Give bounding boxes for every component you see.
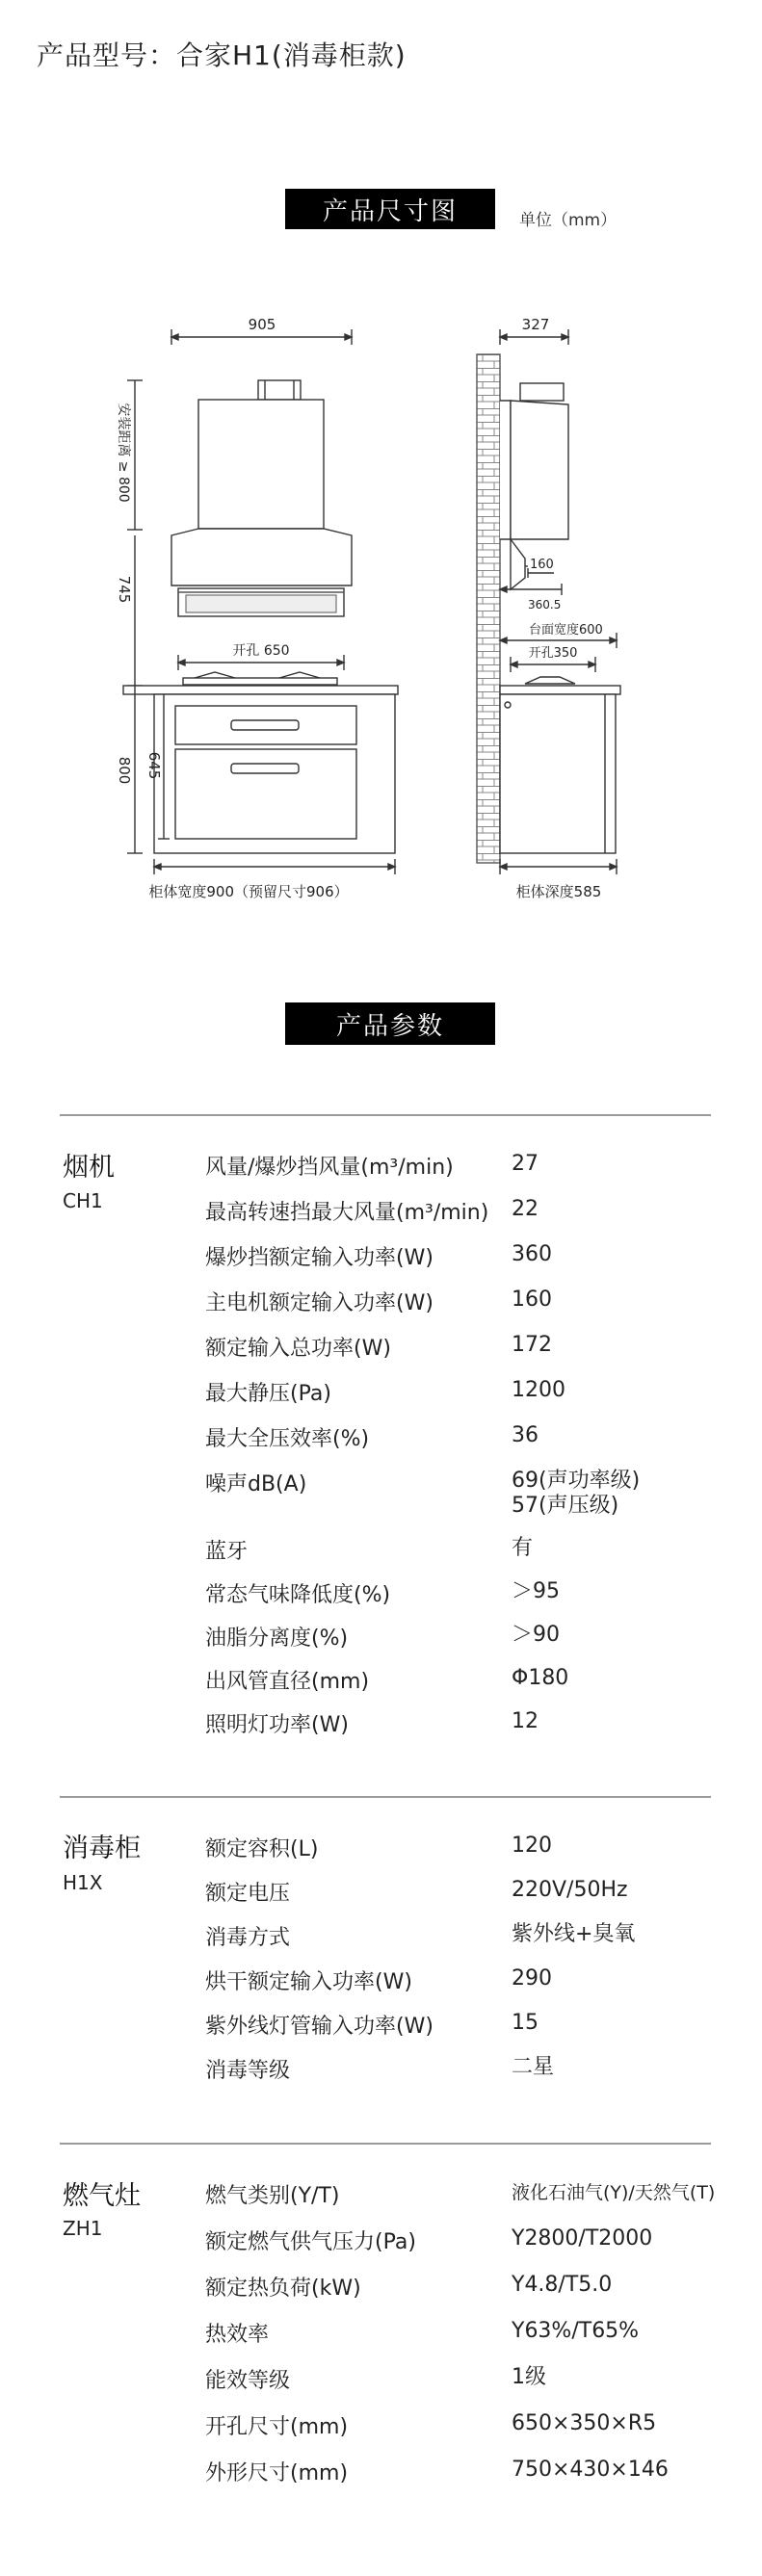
param-value: 69(声功率级)	[512, 1469, 641, 1493]
dim-160: 160	[530, 558, 554, 572]
param-label: 噪声dB(A)	[205, 1472, 307, 1496]
param-label: 出风管直径(mm)	[205, 1670, 370, 1694]
unit-label: 单位（mm）	[519, 211, 617, 230]
param-value: Φ180	[512, 1666, 569, 1690]
param-label: 消毒等级	[205, 2059, 291, 2083]
params-section-title: 产品参数	[285, 1002, 495, 1045]
param-label: 热效率	[205, 2323, 270, 2347]
param-label: 最大全压效率(%)	[205, 1427, 370, 1451]
param-value: 15	[512, 2011, 539, 2035]
param-label: 外形尺寸(mm)	[205, 2461, 349, 2485]
param-value: ＞90	[512, 1623, 560, 1647]
param-value: 290	[512, 1966, 552, 1991]
param-label: 主电机额定输入功率(W)	[205, 1291, 434, 1315]
dimension-diagram	[0, 0, 762, 963]
param-label: 常态气味降低度(%)	[205, 1583, 391, 1607]
group-name-sterilizer: 消毒柜	[63, 1834, 141, 1863]
dim-327: 327	[521, 316, 550, 333]
dim-cutout-650: 开孔 650	[232, 643, 290, 659]
dim-install-height: 安装距离 ≥ 800	[116, 403, 131, 503]
param-value: 1级	[512, 2365, 546, 2389]
param-label: 烘干额定输入功率(W)	[205, 1970, 412, 1994]
dim-745: 745	[116, 575, 133, 604]
param-label: 油脂分离度(%)	[205, 1626, 349, 1651]
param-label: 照明灯功率(W)	[205, 1713, 349, 1737]
param-value: Y63%/T65%	[512, 2319, 640, 2343]
param-value: 220V/50Hz	[512, 1878, 628, 1902]
group-code-hood: CH1	[63, 1189, 103, 1212]
param-label: 开孔尺寸(mm)	[205, 2415, 349, 2439]
param-label: 额定燃气供气压力(Pa)	[205, 2230, 416, 2254]
dim-800: 800	[116, 756, 133, 785]
param-value: ＞95	[512, 1579, 560, 1603]
param-value: 12	[512, 1709, 539, 1733]
param-label: 爆炒挡额定输入功率(W)	[205, 1246, 434, 1270]
param-value: 22	[512, 1197, 539, 1221]
param-value: 液化石油气(Y)/天然气(T)	[512, 2182, 716, 2203]
product-model: 产品型号：合家H1(消毒柜款)	[37, 39, 407, 71]
dim-360-5: 360.5	[528, 598, 562, 611]
param-label: 蓝牙	[205, 1540, 249, 1564]
param-value: 360	[512, 1242, 552, 1266]
param-label: 风量/爆炒挡风量(m³/min)	[205, 1156, 454, 1180]
divider	[60, 1114, 711, 1116]
param-label: 最大静压(Pa)	[205, 1382, 331, 1406]
param-value: Y4.8/T5.0	[512, 2273, 613, 2297]
param-value: 160	[512, 1288, 552, 1312]
param-label: 消毒方式	[205, 1926, 291, 1950]
group-name-hood: 烟机	[63, 1153, 115, 1183]
param-value: 1200	[512, 1378, 565, 1402]
dim-counter-width: 台面宽度600	[529, 623, 603, 637]
param-value: 有	[512, 1536, 534, 1560]
dim-905: 905	[248, 316, 276, 333]
param-value-secondary: 57(声压级)	[512, 1494, 619, 1518]
group-code-sterilizer: H1X	[63, 1871, 103, 1894]
param-label: 紫外线灯管输入功率(W)	[205, 2015, 434, 2039]
param-value: 750×430×146	[512, 2458, 669, 2482]
param-value: 36	[512, 1423, 539, 1447]
dim-cabinet-depth: 柜体深度585	[515, 883, 602, 900]
param-label: 最高转速挡最大风量(m³/min)	[205, 1201, 489, 1225]
param-value: 120	[512, 1834, 552, 1858]
divider	[60, 2143, 711, 2145]
dim-cutout-350: 开孔350	[528, 646, 578, 661]
front-view	[123, 329, 398, 874]
param-value: 650×350×R5	[512, 2411, 657, 2435]
param-value: 二星	[512, 2055, 555, 2079]
group-code-stove: ZH1	[63, 2217, 103, 2240]
param-label: 能效等级	[205, 2369, 291, 2393]
group-name-stove: 燃气灶	[63, 2181, 141, 2211]
dim-cabinet-width: 柜体宽度900（预留尺寸906）	[148, 883, 349, 900]
param-value: 紫外线+臭氧	[512, 1922, 636, 1946]
param-value: 27	[512, 1152, 539, 1176]
param-label: 燃气类别(Y/T)	[205, 2184, 340, 2208]
dim-645: 645	[145, 751, 163, 780]
param-label: 额定输入总功率(W)	[205, 1337, 391, 1361]
param-label: 额定容积(L)	[205, 1837, 319, 1861]
param-label: 额定热负荷(kW)	[205, 2277, 361, 2301]
param-value: Y2800/T2000	[512, 2226, 653, 2251]
divider	[60, 1796, 711, 1798]
param-label: 额定电压	[205, 1882, 291, 1906]
param-value: 172	[512, 1333, 552, 1357]
dimension-section-title: 产品尺寸图	[285, 189, 495, 229]
